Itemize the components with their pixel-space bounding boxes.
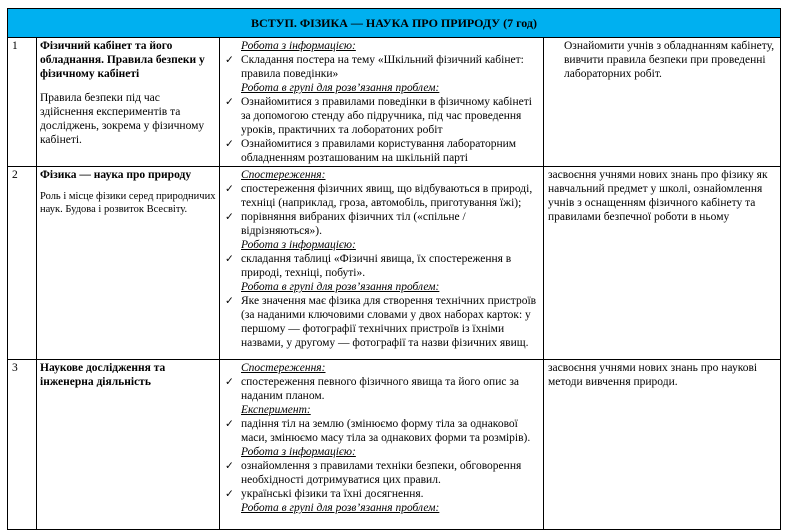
activities-cell xyxy=(220,167,544,360)
activity-list xyxy=(223,53,540,81)
activity-item: ✓ спостереження певного фізичного явища та його опис за наданим планом. xyxy=(223,375,540,403)
activity-heading: Експеримент: xyxy=(241,404,311,416)
curriculum-table xyxy=(7,8,781,530)
objective-cell: засвоєння учнями нових знань про наукові методи вивчення природи. xyxy=(544,360,781,530)
activity-heading: Робота з інформацією: xyxy=(241,40,356,52)
activity-list xyxy=(223,294,540,350)
table-header-row xyxy=(8,9,781,38)
row-number: 1 xyxy=(8,38,37,167)
activity-item: ✓ складання таблиці «Фізичні явища, їх спостереження в природі, техніці, побуті». xyxy=(223,252,540,280)
topic-title: Фізичний кабінет та його обладнання. Правила безпеки у фізичному кабінеті xyxy=(40,40,205,80)
activity-item: ✓ спостереження фізичних явищ, що відбуваються в природі, техніці (наприклад, гроза, автомобіль, приготування їжі); xyxy=(223,182,540,210)
activity-item: ✓ Ознайомитися з правилами поведінки в фізичному кабінеті за допомогою стенду або підручника, під час проведення уроків, практичних та лоборатоних робіт xyxy=(223,95,540,137)
activities-cell xyxy=(220,360,544,530)
activity-list xyxy=(223,182,540,238)
activity-list xyxy=(223,95,540,165)
activity-item: ✓ українські фізики та їхні досягнення. xyxy=(223,487,540,501)
topic-description: Правила безпеки під час здійснення експериментів та досліджень, зокрема у фізичному кабінеті. xyxy=(40,92,205,146)
activity-item: ✓ Ознайомитися з правилами користування лабораторним обладненням розташованим на шкільній парті xyxy=(223,137,540,165)
topic-description: Роль і місце фізики серед природничих наук. Будова і розвиток Всесвіту. xyxy=(40,191,216,215)
activity-item: ✓ порівняння вибраних фізичних тіл («спільне / відрізняються»). xyxy=(223,210,540,238)
activities-cell xyxy=(220,38,544,167)
topic-cell xyxy=(37,360,220,530)
objective-cell: засвоєння учнями нових знань про фізику як навчальний предмет у школі, ознайомлення учнів з оснащенням фізичного кабінету та правилами безпечної роботи в ньому xyxy=(544,167,781,360)
activity-list xyxy=(223,417,540,445)
table-row xyxy=(8,38,781,167)
topic-cell xyxy=(37,38,220,167)
topic-title: Наукове дослідження та інженерна діяльність xyxy=(40,362,166,388)
table-row xyxy=(8,360,781,530)
activity-heading: Спостереження: xyxy=(241,169,326,181)
row-number: 2 xyxy=(8,167,37,360)
activity-list xyxy=(223,459,540,501)
row-number: 3 xyxy=(8,360,37,530)
activity-heading: Робота в групі для розв’язання проблем: xyxy=(241,502,440,514)
table-row xyxy=(8,167,781,360)
activity-item: ✓ падіння тіл на землю (змінюємо форму тіла за однакової маси, змінюємо масу тіла за однакових форми та розмірів). xyxy=(223,417,540,445)
activity-list xyxy=(223,375,540,403)
section-title: ВСТУП. ФІЗИКА — НАУКА ПРО ПРИРОДУ (7 год) xyxy=(8,9,781,38)
activity-list xyxy=(223,252,540,280)
activity-heading: Робота в групі для розв’язання проблем: xyxy=(241,82,440,94)
topic-title: Фізика — наука про природу xyxy=(40,169,192,181)
activity-heading: Робота з інформацією: xyxy=(241,239,356,251)
activity-heading: Спостереження: xyxy=(241,362,326,374)
activity-item: ✓ Складання постера на тему «Шкільний фізичний кабінет: правила поведінки» xyxy=(223,53,540,81)
activity-item: ✓ Яке значення має фізика для створення технічних пристроїв (за наданими ключовими словами у двох наборах карток: у першому — фотографії технічних пристроїв із їхніми назвами, у другому — фотографії та назви фізичних явищ. xyxy=(223,294,540,350)
topic-cell xyxy=(37,167,220,360)
activity-heading: Робота з інформацією: xyxy=(241,446,356,458)
activity-heading: Робота в групі для розв’язання проблем: xyxy=(241,281,440,293)
activity-item: ✓ ознайомлення з правилами техніки безпеки, обговорення необхідності дотримуватися цих правил. xyxy=(223,459,540,487)
objective-cell: Ознайомити учнів з обладнанням кабінету, вивчити правила безпеки при проведенні лабораторних робіт. xyxy=(544,38,781,167)
